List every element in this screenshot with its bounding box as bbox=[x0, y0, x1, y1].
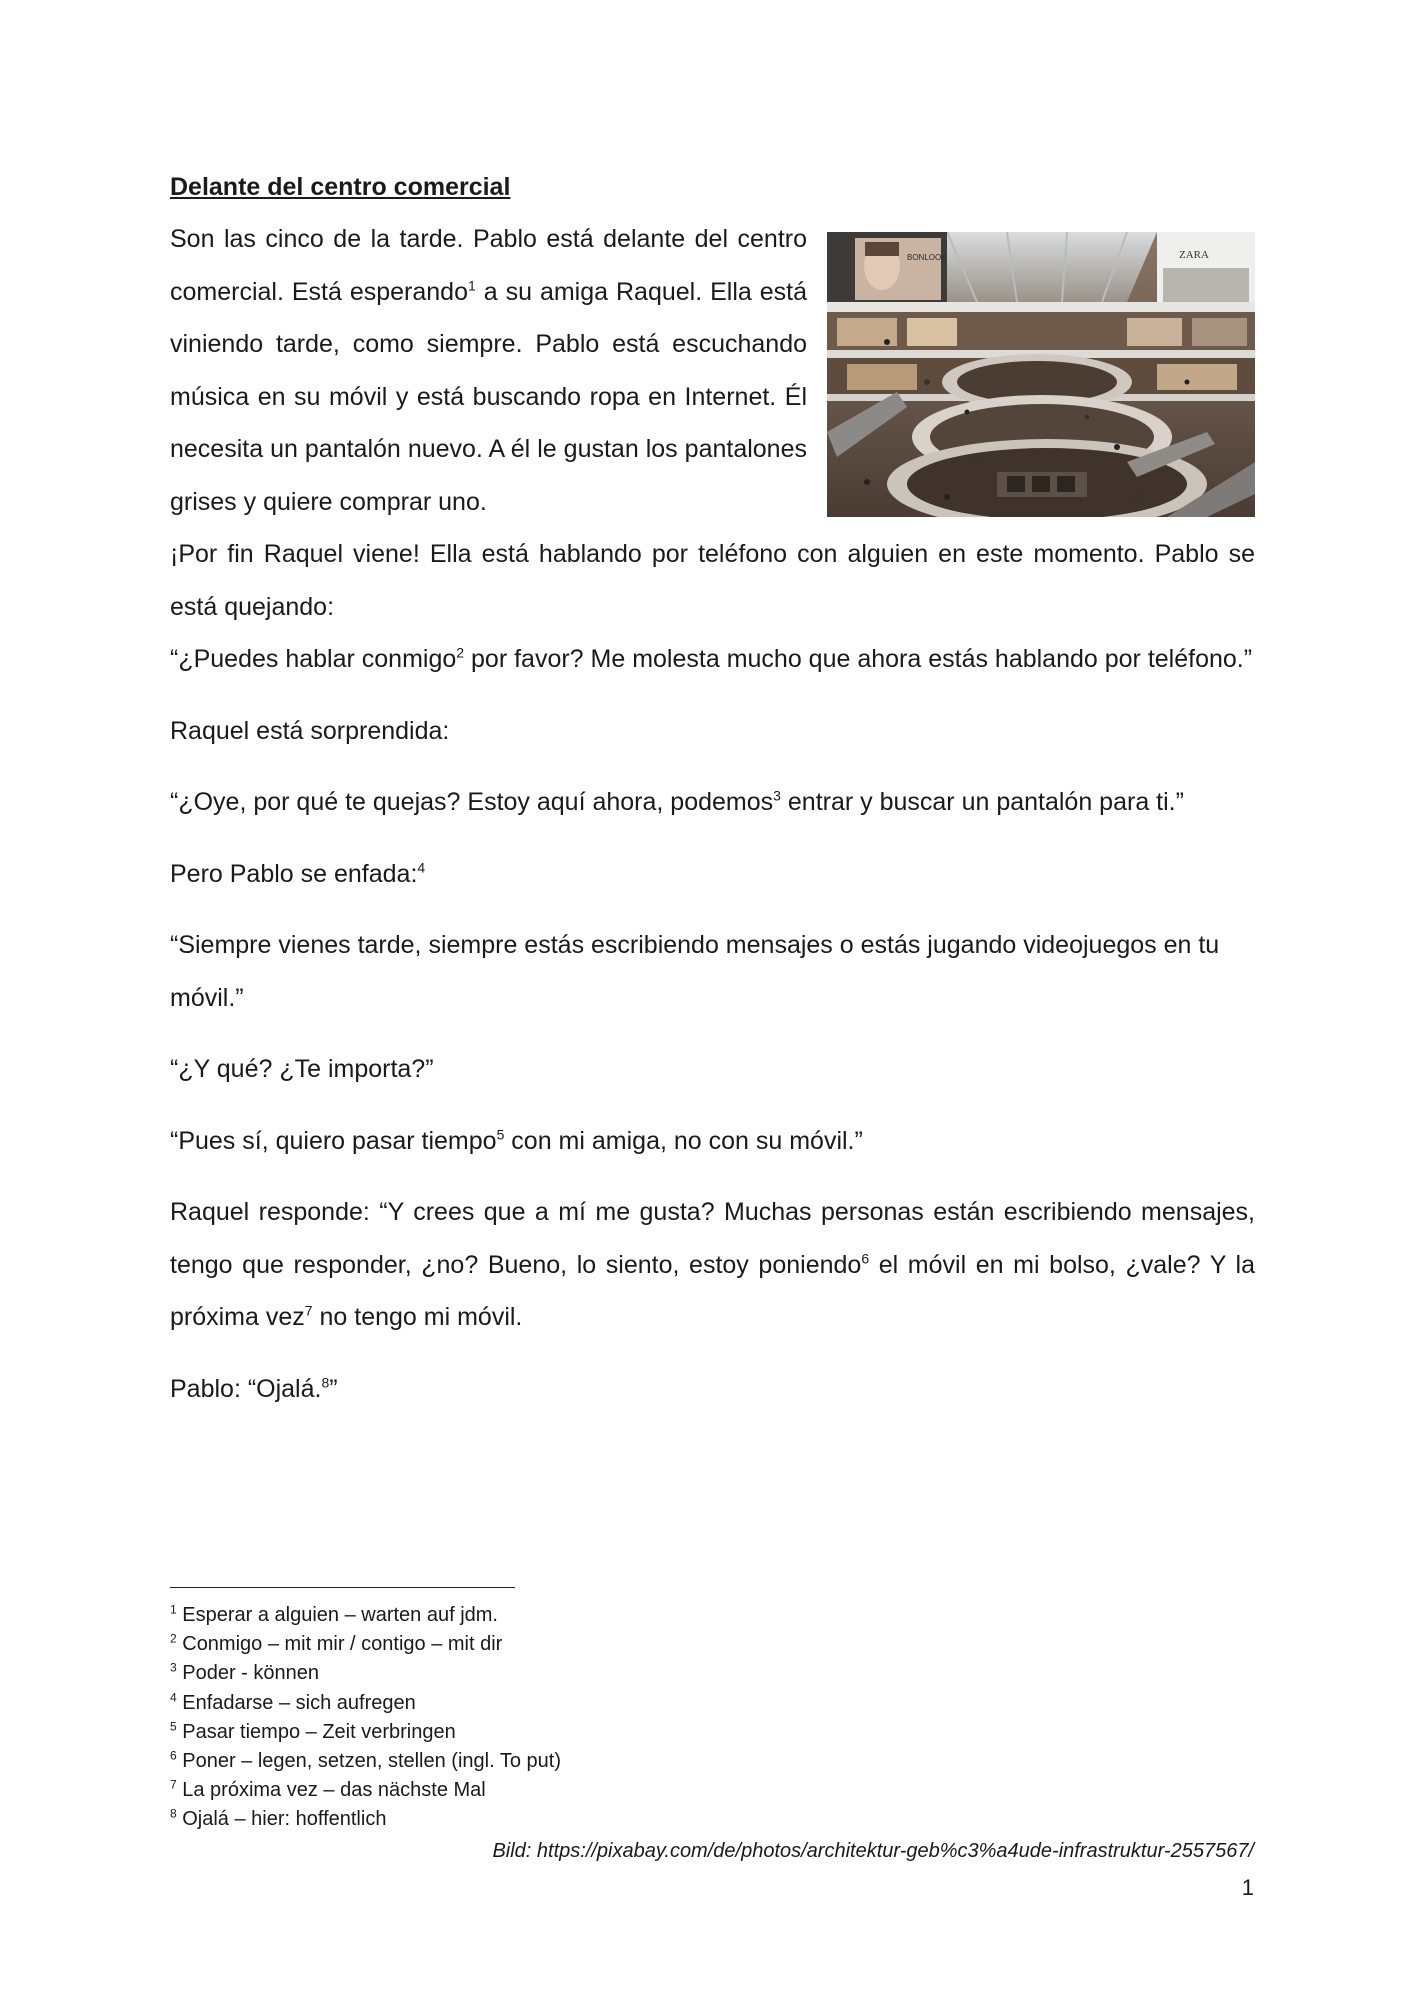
footnote-number: 5 bbox=[170, 1719, 177, 1734]
shopping-mall-photo bbox=[827, 232, 1255, 517]
paragraph-intro-part-a: Son las cinco de la tarde. Pablo está delante del centro comercial. Está esperando bbox=[170, 225, 807, 306]
footnote-item bbox=[170, 1776, 1070, 1805]
paragraph-pablo-answer-part-a: “Pues sí, quiero pasar tiempo bbox=[170, 1126, 497, 1155]
footnote-number: 6 bbox=[170, 1748, 177, 1763]
footnote-ref-3: 3 bbox=[773, 787, 781, 804]
footnote-item bbox=[170, 1718, 1070, 1747]
footnote-text: Esperar a alguien – warten auf jdm. bbox=[176, 1604, 498, 1626]
footnote-item bbox=[170, 1805, 1070, 1834]
footnotes-list bbox=[170, 1601, 1070, 1835]
footnote-ref-4: 4 bbox=[417, 859, 426, 876]
footnote-number: 3 bbox=[170, 1660, 177, 1675]
main-text bbox=[170, 165, 1255, 1415]
footnote-ref-5: 5 bbox=[496, 1126, 505, 1143]
paragraph-pablo-answer bbox=[170, 1115, 1255, 1168]
page-number: 1 bbox=[1241, 1875, 1254, 1900]
footnote-number: 7 bbox=[170, 1777, 177, 1792]
paragraph-raquel-responds bbox=[170, 1186, 1255, 1344]
footnote-divider bbox=[170, 1587, 515, 1588]
paragraph-pablo-complaint-part-b: por favor? Me molesta mucho que ahora estás hablando por teléfono.” bbox=[464, 645, 1253, 673]
paragraph-pablo-final-part-b: ” bbox=[329, 1374, 338, 1403]
paragraph-raquel-arrives: ¡Por fin Raquel viene! Ella está hablando por teléfono con alguien en este momento. Pablo se está quejando: bbox=[170, 540, 1255, 621]
paragraph-raquel-question: “¿Y qué? ¿Te importa?” bbox=[170, 1055, 434, 1083]
footnote-text: Pasar tiempo – Zeit verbringen bbox=[176, 1720, 456, 1743]
paragraph-pablo-angry-text: Pero Pablo se enfada: bbox=[170, 859, 418, 888]
footnote-number: 4 bbox=[170, 1689, 177, 1704]
footnote-text: Poner – legen, setzen, stellen (ingl. To put) bbox=[176, 1750, 561, 1773]
paragraph-pablo-complaint-part-a: “¿Puedes hablar conmigo bbox=[170, 645, 457, 673]
footnote-text: Ojalá – hier: hoffentlich bbox=[176, 1808, 387, 1831]
footnote-ref-8: 8 bbox=[321, 1374, 330, 1391]
footnote-item bbox=[170, 1630, 1070, 1659]
shop-sign-text: BONLOOK bbox=[907, 253, 947, 262]
footnote-item bbox=[170, 1659, 1070, 1688]
paragraph-raquel-responds-part-c: no tengo mi móvil. bbox=[312, 1303, 523, 1331]
paragraph-pablo-angry bbox=[170, 848, 1255, 901]
footnote-number: 2 bbox=[170, 1631, 177, 1646]
footnote-number: 1 bbox=[170, 1602, 177, 1617]
paragraph-pablo-answer-part-b: con mi amiga, no con su móvil.” bbox=[504, 1126, 863, 1155]
paragraph-raquel-responds-part-b: el móvil en mi bolso, ¿vale? Y la próxima vez bbox=[170, 1250, 1255, 1331]
footnote-ref-7: 7 bbox=[304, 1302, 313, 1319]
paragraph-pablo-final-part-a: Pablo: “Ojalá. bbox=[170, 1374, 322, 1403]
paragraph-pablo-complaint bbox=[170, 633, 1255, 686]
paragraph-raquel-surprised: Raquel está sorprendida: bbox=[170, 716, 450, 745]
footnote-item bbox=[170, 1689, 1070, 1718]
footnote-item bbox=[170, 1747, 1070, 1776]
paragraph-raquel-responds-part-a: Raquel responde: “Y crees que a mí me gusta? Muchas personas están escribiendo mensajes, tengo que responder, ¿no? Bueno, lo siento, estoy poniendo bbox=[170, 1198, 1255, 1279]
footnote-ref-1: 1 bbox=[468, 277, 476, 294]
paragraph-pablo-final bbox=[170, 1363, 1255, 1416]
paragraph-raquel-reply-part-a: “¿Oye, por qué te quejas? Estoy aquí ahora, podemos bbox=[170, 788, 774, 816]
zara-sign-text: ZARA bbox=[1179, 249, 1209, 261]
paragraph-raquel-reply-part-b: entrar y buscar un pantalón para ti.” bbox=[780, 788, 1184, 816]
page-title: Delante del centro comercial bbox=[170, 173, 511, 201]
footnote-text: Enfadarse – sich aufregen bbox=[176, 1691, 416, 1714]
footnote-text: La próxima vez – das nächste Mal bbox=[176, 1779, 486, 1802]
footnote-text: Poder - können bbox=[176, 1662, 320, 1685]
footnote-ref-2: 2 bbox=[456, 644, 465, 661]
footnote-ref-6: 6 bbox=[861, 1250, 870, 1267]
paragraph-pablo-reproach: “Siempre vienes tarde, siempre estás escribiendo mensajes o estás jugando videojuegos en tu móvil.” bbox=[170, 931, 1220, 1012]
footnote-item bbox=[170, 1601, 1070, 1630]
paragraph-raquel-reply bbox=[170, 776, 1255, 829]
footnote-number: 8 bbox=[170, 1806, 177, 1821]
paragraph-intro-part-b: a su amiga Raquel. Ella está viniendo tarde, como siempre. Pablo está escuchando música en su móvil y está buscando ropa en Internet. Él necesita un pantalón nuevo. A él le gustan los pantalones grises y quiere comprar uno. bbox=[170, 277, 808, 516]
image-credit: Bild: https://pixabay.com/de/photos/architektur-geb%c3%a4ude-infrastruktur-2557567/ bbox=[492, 1840, 1254, 1862]
footnote-text: Conmigo – mit mir / contigo – mit dir bbox=[176, 1633, 503, 1656]
